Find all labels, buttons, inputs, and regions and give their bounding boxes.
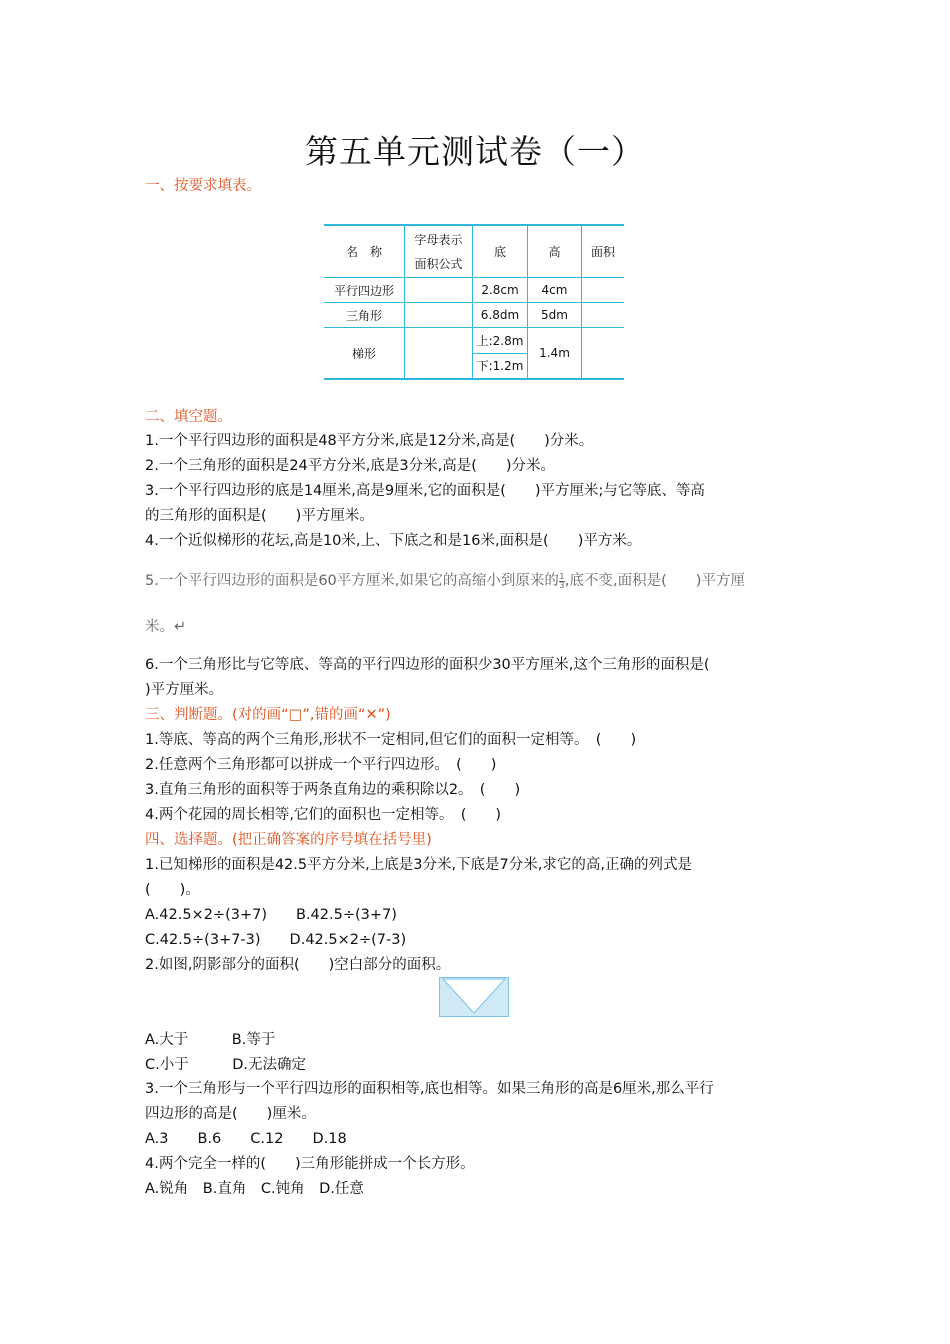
row-area-input[interactable] [582, 278, 625, 303]
row-area-input[interactable] [582, 328, 625, 380]
fraction-denominator: 3 [559, 580, 565, 590]
table-row [324, 303, 624, 328]
header-base: 底 [473, 225, 528, 278]
fill-question-6-line1: 6.一个三角形比与它等底、等高的平行四边形的面积少30平方厘米,这个三角形的面积是( [145, 657, 710, 673]
fill-question-1: 1.一个平行四边形的面积是48平方分米,底是12分米,高是( )分米。 [145, 433, 594, 449]
judge-question-2: 2.任意两个三角形都可以拼成一个平行四边形。 ( ) [145, 757, 497, 773]
section4-heading: 四、选择题。(把正确答案的序号填在括号里) [145, 832, 432, 848]
shaded-triangle-figure [439, 977, 509, 1017]
fill-question-2: 2.一个三角形的面积是24平方分米,底是3分米,高是( )分米。 [145, 458, 556, 474]
fill-question-6-line2: )平方厘米。 [145, 682, 224, 698]
choice-question-3-options: A.3 B.6 C.12 D.18 [145, 1131, 347, 1147]
header-formula-line1: 字母表示 [414, 232, 463, 247]
choice-question-1-line2: ( )。 [145, 882, 200, 898]
header-height: 高 [528, 225, 582, 278]
choice-question-1-options-cd: C.42.5÷(3+7-3) D.42.5×2÷(7-3) [145, 932, 407, 948]
section2-heading: 二、填空题。 [145, 409, 232, 425]
choice-question-3-line1: 3.一个三角形与一个平行四边形的面积相等,底也相等。如果三角形的高是6厘米,那么平行 [145, 1081, 714, 1097]
fill-question-5 [145, 571, 815, 591]
row-name: 平行四边形 [324, 278, 405, 303]
judge-question-4: 4.两个花园的周长相等,它们的面积也一定相等。 ( ) [145, 807, 502, 823]
row-name: 三角形 [324, 303, 405, 328]
fill-question-3-line1: 3.一个平行四边形的底是14厘米,高是9厘米,它的面积是( )平方厘米;与它等底、等高 [145, 483, 705, 499]
fill-question-5-line2: 米。↵ [145, 619, 187, 635]
q5-part2: ,底不变,面积是( )平方厘 [564, 573, 745, 589]
fill-question-4: 4.一个近似梯形的花坛,高是10米,上、下底之和是16米,面积是( )平方米。 [145, 533, 642, 549]
row-formula-input[interactable] [405, 328, 473, 380]
header-area: 面积 [582, 225, 625, 278]
row-height: 4cm [528, 278, 582, 303]
choice-question-3-line2: 四边形的高是( )厘米。 [145, 1106, 316, 1122]
row-base-top: 上:2.8m [473, 329, 527, 354]
header-formula [405, 225, 473, 278]
row-formula-input[interactable] [405, 278, 473, 303]
row-area-input[interactable] [582, 303, 625, 328]
row-base: 6.8dm [473, 303, 528, 328]
row-height: 1.4m [528, 328, 582, 380]
section3-heading: 三、判断题。(对的画“□”,错的画“✕”) [145, 707, 391, 723]
q5-part1: 5.一个平行四边形的面积是60平方厘米,如果它的高缩小到原来的 [145, 573, 559, 589]
table-header-row [324, 225, 624, 278]
row-base-bottom: 下:1.2m [476, 358, 524, 373]
page-title: 第五单元测试卷（一） [305, 132, 645, 171]
judge-question-1: 1.等底、等高的两个三角形,形状不一定相同,但它们的面积一定相等。 ( ) [145, 732, 637, 748]
judge-question-3: 3.直角三角形的面积等于两条直角边的乘积除以2。 ( ) [145, 782, 521, 798]
header-name: 名 称 [324, 225, 405, 278]
fill-table [324, 224, 624, 380]
row-base [473, 328, 528, 380]
header-formula-line2: 面积公式 [414, 256, 463, 271]
table-row [324, 328, 624, 380]
section1-heading: 一、按要求填表。 [145, 178, 261, 194]
row-height: 5dm [528, 303, 582, 328]
fraction-numerator: 1 [559, 571, 565, 581]
choice-question-1-line1: 1.已知梯形的面积是42.5平方分米,上底是3分米,下底是7分米,求它的高,正确的列式是 [145, 857, 693, 873]
row-base: 2.8cm [473, 278, 528, 303]
choice-question-1-options-ab: A.42.5×2÷(3+7) B.42.5÷(3+7) [145, 907, 397, 923]
row-name: 梯形 [324, 328, 405, 380]
choice-question-2-options-cd: C.小于 D.无法确定 [145, 1057, 307, 1073]
choice-question-4: 4.两个完全一样的( )三角形能拼成一个长方形。 [145, 1156, 475, 1172]
row-formula-input[interactable] [405, 303, 473, 328]
fill-question-3-line2: 的三角形的面积是( )平方厘米。 [145, 508, 374, 524]
choice-question-2-options-ab: A.大于 B.等于 [145, 1032, 276, 1048]
choice-question-4-options: A.锐角 B.直角 C.钝角 D.任意 [145, 1181, 364, 1197]
table-row [324, 278, 624, 303]
choice-question-2: 2.如图,阴影部分的面积( )空白部分的面积。 [145, 957, 451, 973]
